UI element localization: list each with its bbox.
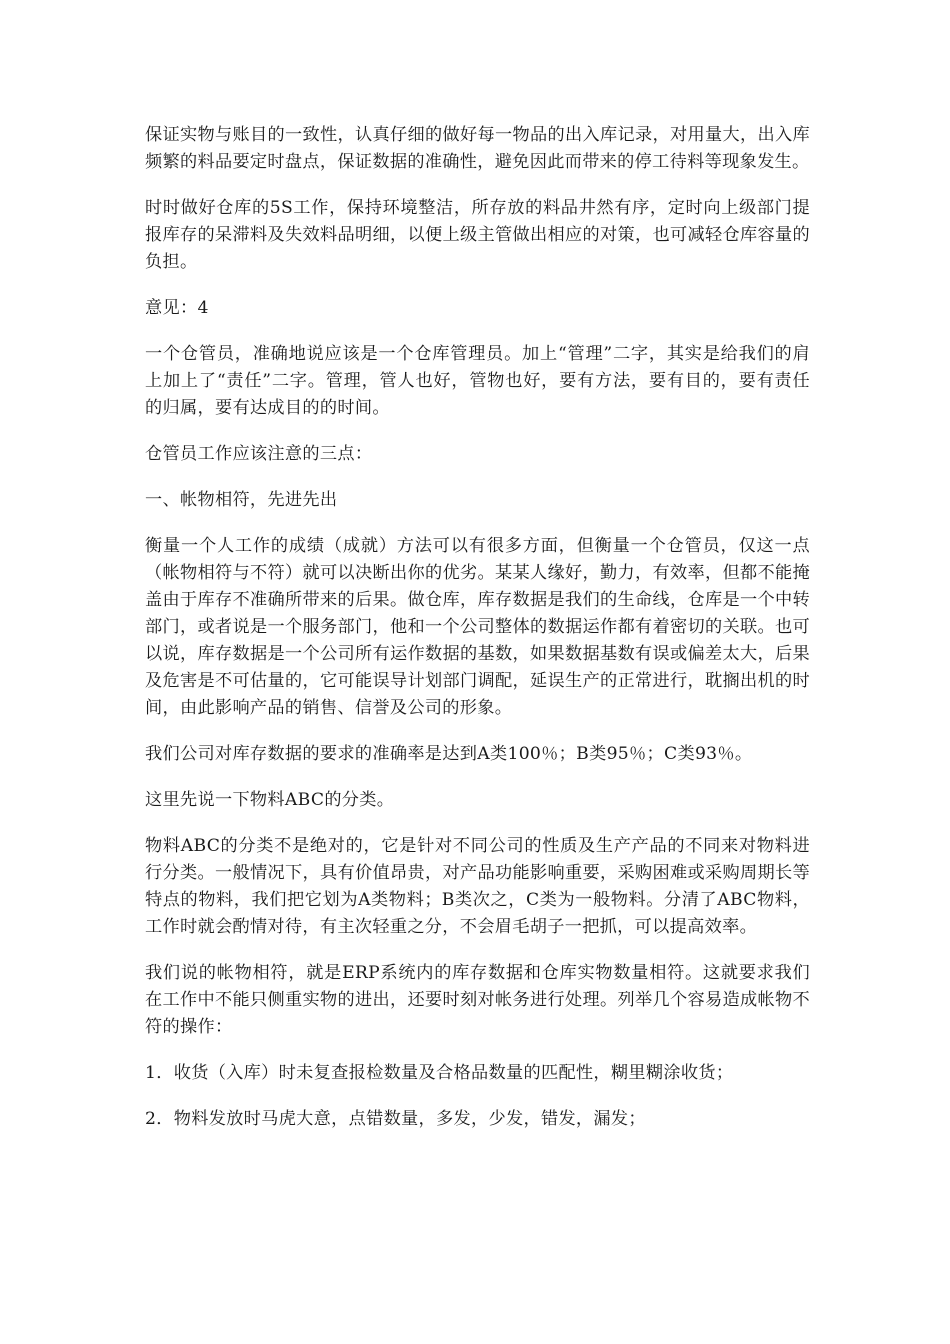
paragraph-abc-classification: 物料ABC的分类不是绝对的，它是针对不同公司的性质及生产产品的不同来对物料进行分类。一般情况下，具有价值昂贵，对产品功能影响重要，采购困难或采购周期长等特点的物料，我们把它划为A类物料；B类次之，C类为一般物料。分清了ABC物料，工作时就会酌情对待，有主次轻重之分，不会眉毛胡子一把抓，可以提高效率。 <box>145 836 810 937</box>
paragraph-measure-performance: 衡量一个人工作的成绩（成就）方法可以有很多方面，但衡量一个仓管员，仅这一点（帐物相符与不符）就可以决断出你的优劣。某某人缘好，勤力，有效率，但都不能掩盖由于库存不准确所带来的后果。做仓库，库存数据是我们的生命线，仓库是一个中转部门，或者说是一个服务部门，他和一个公司整体的数据运作都有着密切的关联。也可以说，库存数据是一个公司所有运作数据的基数，如果数据基数有误或偏差太大，后果及危害是不可估量的，它可能误导计划部门调配，延误生产的正常进行，耽搁出机的时间，由此影响产品的销售、信誉及公司的形象。 <box>145 536 810 718</box>
paragraph-three-points: 仓管员工作应该注意的三点： <box>145 444 373 464</box>
paragraph-abc-intro: 这里先说一下物料ABC的分类。 <box>145 790 395 810</box>
paragraph-erp-match: 我们说的帐物相符，就是ERP系统内的库存数据和仓库实物数量相符。这就要求我们在工作中不能只侧重实物的进出，还要时刻对帐务进行处理。列举几个容易造成帐物不符的操作： <box>145 963 810 1037</box>
paragraph-stock-accuracy: 保证实物与账目的一致性，认真仔细的做好每一物品的出入库记录，对用量大，出入库频繁的料品要定时盘点，保证数据的准确性，避免因此而带来的停工待料等现象发生。 <box>145 125 810 172</box>
document-page <box>145 122 810 1152</box>
list-item-receiving: 1．收货（入库）时未复查报检数量及合格品数量的匹配性，糊里糊涂收货； <box>145 1063 734 1083</box>
paragraph-accuracy-requirement: 我们公司对库存数据的要求的准确率是达到A类100％；B类95％；C类93％。 <box>145 744 753 764</box>
list-item-issuing: 2．物料发放时马虎大意，点错数量，多发，少发，错发，漏发； <box>145 1109 646 1129</box>
paragraph-opinion-heading: 意见：4 <box>145 298 209 318</box>
paragraph-5s-work: 时时做好仓库的5S工作，保持环境整洁，所存放的料品井然有序，定时向上级部门提报库存的呆滞料及失效料品明细，以便上级主管做出相应的对策，也可减轻仓库容量的负担。 <box>145 198 810 272</box>
paragraph-warehouse-manager: 一个仓管员，准确地说应该是一个仓库管理员。加上“管理”二字，其实是给我们的肩上加上了“责任”二字。管理，管人也好，管物也好，要有方法，要有目的，要有责任的归属，要有达成目的的时间。 <box>145 344 810 418</box>
section-heading-account-match: 一、帐物相符，先进先出 <box>145 490 338 510</box>
